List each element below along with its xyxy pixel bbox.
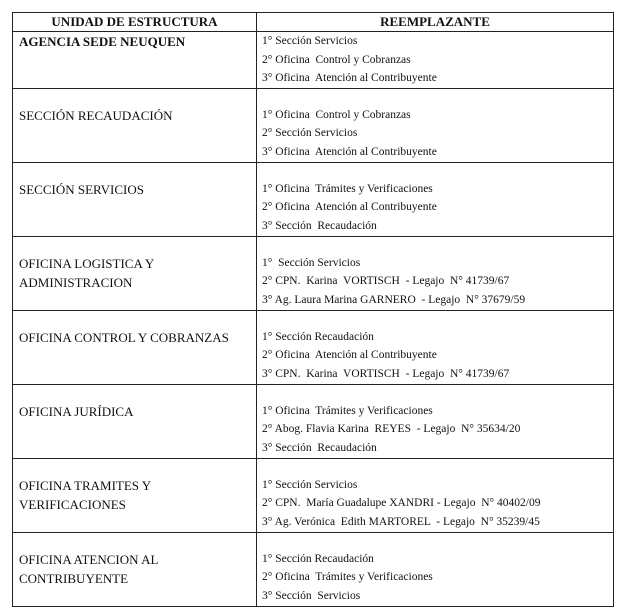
replacement-entry: 1° Oficina Trámites y Verificaciones (262, 182, 433, 195)
replacement-entry: 3° Sección Recaudación (262, 219, 377, 232)
unit-cell (13, 236, 257, 310)
replacement-cell (257, 162, 614, 236)
replacement-entry: 2° Oficina Trámites y Verificaciones (262, 571, 433, 583)
table-row (13, 384, 614, 458)
replacement-entry: 3° CPN. Karina VORTISCH - Legajo N° 41739/67 (262, 367, 510, 380)
unit-cell (13, 458, 257, 532)
replacement-cell (257, 236, 614, 310)
replacement-entry: 1° Oficina Trámites y Verificaciones (262, 404, 433, 417)
unit-name: OFICINA TRAMITES Y (19, 477, 152, 493)
replacement-entry: 2° Abog. Flavia Karina REYES - Legajo N° 35634/20 (262, 423, 521, 435)
replacement-entry: 3° Oficina Atención al Contribuyente (262, 72, 437, 84)
replacement-entry: 3° Sección Recaudación (262, 441, 377, 454)
unit-name: OFICINA JURÍDICA (19, 403, 134, 419)
replacement-cell (257, 532, 614, 606)
unit-cell (13, 532, 257, 606)
replacement-entry: 2° CPN. Karina VORTISCH - Legajo N° 41739/67 (262, 275, 510, 287)
replacement-entry: 1° Sección Servicios (262, 256, 361, 269)
replacement-entry: 3° Oficina Atención al Contribuyente (262, 145, 437, 158)
header-unit: UNIDAD DE ESTRUCTURA (13, 13, 257, 32)
unit-name: AGENCIA SEDE NEUQUEN (19, 34, 186, 49)
replacement-entry: 2° Oficina Atención al Contribuyente (262, 349, 437, 361)
unit-cell (13, 162, 257, 236)
replacement-entry: 1° Sección Recaudación (262, 330, 374, 343)
replacement-entry: 1° Sección Servicios (262, 478, 358, 491)
header-row (13, 13, 614, 32)
replacement-entry: 1° Sección Servicios (262, 35, 358, 47)
replacement-entry: 3° Ag. Laura Marina GARNERO - Legajo N° 37679/59 (262, 293, 526, 306)
replacement-entry: 2° Sección Servicios (262, 127, 358, 139)
table-row (13, 88, 614, 162)
table-row (13, 162, 614, 236)
unit-name: OFICINA LOGISTICA Y (19, 255, 155, 271)
replacement-entry: 1° Oficina Control y Cobranzas (262, 108, 411, 121)
unit-name: SECCIÓN RECAUDACIÓN (19, 107, 173, 123)
replacement-table (12, 12, 614, 607)
table-row (13, 310, 614, 384)
table-row (13, 458, 614, 532)
replacement-cell (257, 458, 614, 532)
unit-name: ADMINISTRACION (19, 274, 133, 290)
unit-cell (13, 88, 257, 162)
unit-name: VERIFICACIONES (19, 496, 126, 512)
unit-cell (13, 32, 257, 89)
unit-cell (13, 310, 257, 384)
table-row (13, 32, 614, 89)
table-row (13, 532, 614, 606)
table-row (13, 236, 614, 310)
replacement-cell (257, 32, 614, 89)
unit-name: OFICINA CONTROL Y COBRANZAS (19, 329, 229, 345)
unit-name: CONTRIBUYENTE (19, 570, 129, 586)
replacement-entry: 3° Sección Servicios (262, 589, 361, 602)
replacement-cell (257, 384, 614, 458)
replacement-cell (257, 310, 614, 384)
header-replacement: REEMPLAZANTE (257, 13, 614, 32)
replacement-entry: 2° CPN. María Guadalupe XANDRI - Legajo N° 40402/09 (262, 497, 541, 509)
unit-name: OFICINA ATENCION AL (19, 551, 159, 567)
replacement-entry: 1° Sección Recaudación (262, 552, 374, 565)
unit-cell (13, 384, 257, 458)
replacement-entry: 2° Oficina Atención al Contribuyente (262, 201, 437, 213)
replacement-entry: 2° Oficina Control y Cobranzas (262, 53, 411, 66)
unit-name: SECCIÓN SERVICIOS (19, 181, 145, 197)
replacement-entry: 3° Ag. Verónica Edith MARTOREL - Legajo N° 35239/45 (262, 515, 540, 528)
replacement-cell (257, 88, 614, 162)
